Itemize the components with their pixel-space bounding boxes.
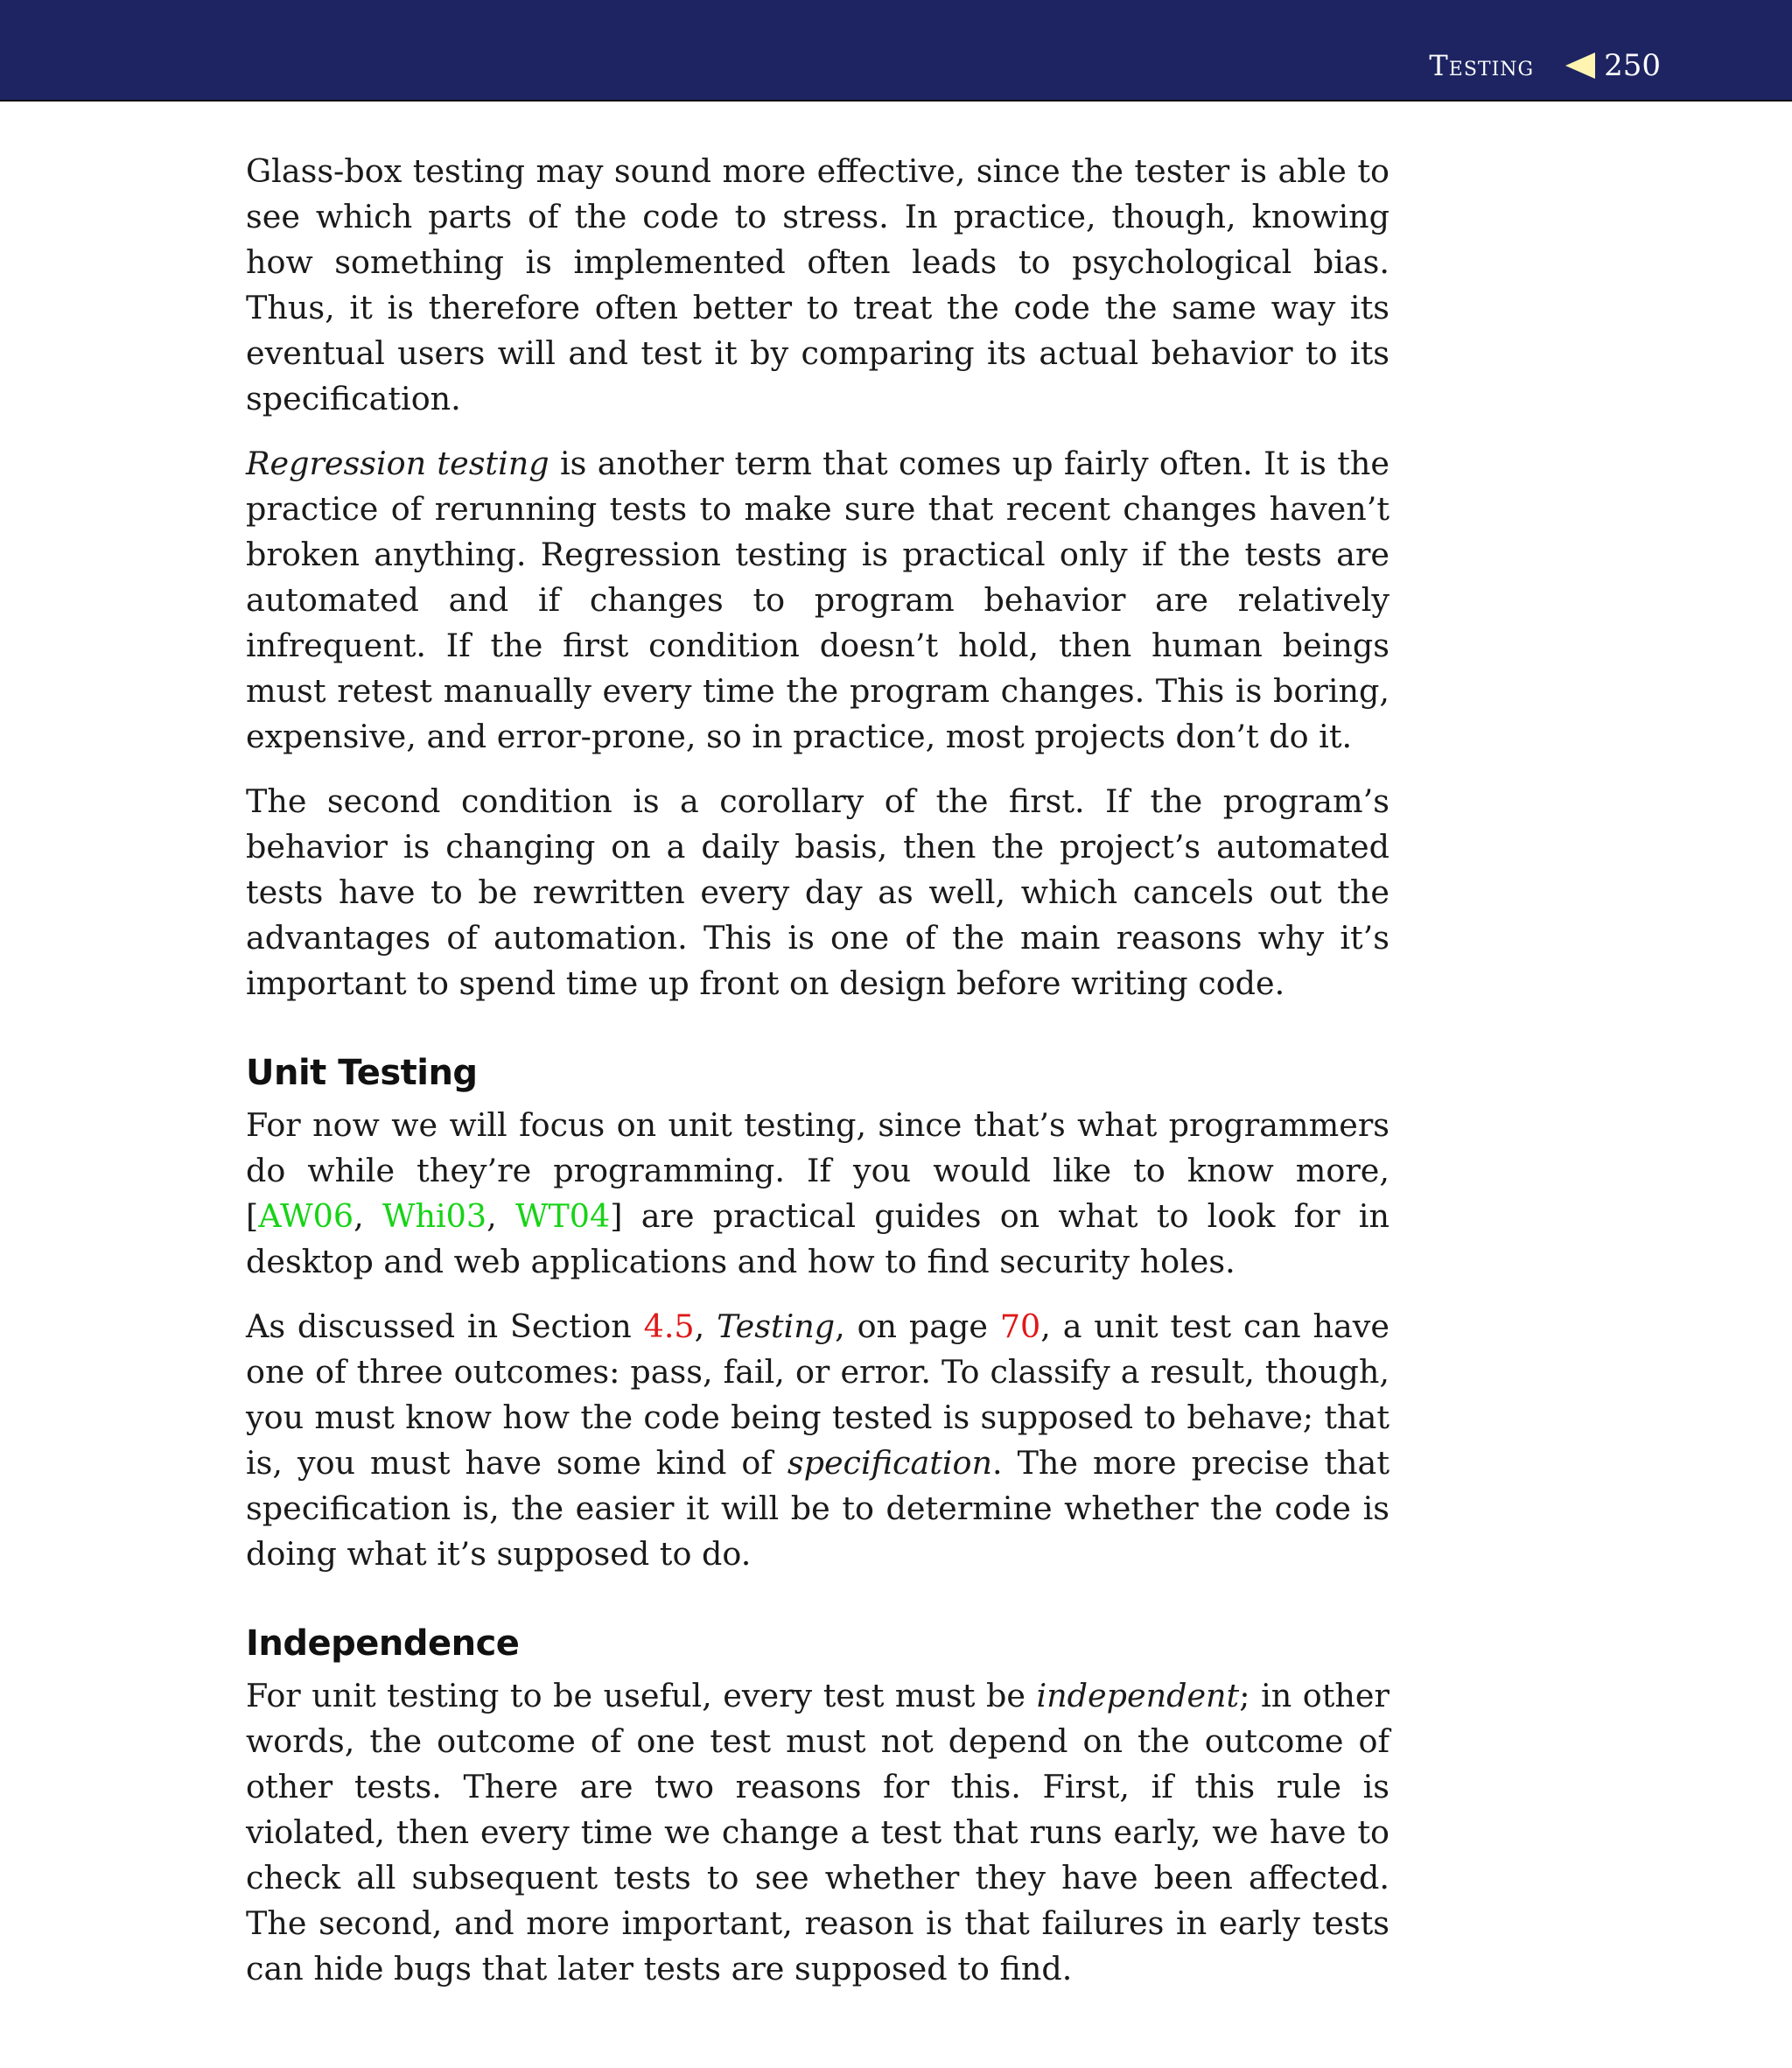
term-regression-testing: Regression testing bbox=[246, 445, 550, 482]
paragraph-text: For unit testing to be useful, every test must be bbox=[246, 1677, 1037, 1714]
back-arrow-icon[interactable] bbox=[1565, 53, 1595, 79]
paragraph-text: ; in other words, the outcome of one test must not depend on the outcome of other tests. There are two reasons for this. First, if this rule is violated, then every time we change a test that runs early, we have to check all subsequent tests to see whether they have been affected. The second, and more important, reason is that failures in early tests can hide bugs that later tests are supposed to find. bbox=[246, 1677, 1390, 1987]
heading-unit-testing: Unit Testing bbox=[246, 1053, 478, 1093]
paragraph-text: is another term that comes up fairly often. It is the practice of rerunning tests to make sure that recent changes haven’t broken anything. Regression testing is practical only if the tests are automated and if changes to program behavior are relatively infrequent. If the first condition doesn’t hold, then human beings must retest manually every time the program changes. This is boring, expensive, and error-prone, so in practice, most projects don’t do it. bbox=[246, 445, 1390, 755]
paragraph-second-condition: The second condition is a corollary of the first. If the program’s behavior is changing on a daily basis, then the project’s automated tests have to be rewritten every day as well, which cancels out the advantages of automation. This is one of the main reasons why it’s important to spend time up front on design before writing code. bbox=[246, 782, 1390, 1002]
citation-link-aw06[interactable]: AW06 bbox=[258, 1197, 354, 1235]
page-ref-link[interactable]: 70 bbox=[999, 1307, 1041, 1345]
section-name: Testing bbox=[1429, 49, 1535, 82]
heading-independence: Independence bbox=[246, 1623, 520, 1664]
paragraph-text: . The more precise that specification is, the easier it will be to determine whether the code is doing what it’s supposed to do. bbox=[246, 1444, 1390, 1573]
page-body bbox=[246, 149, 1390, 2011]
paragraph-glass-box: Glass-box testing may sound more effective, since the tester is able to see which parts of the code to stress. In practice, though, knowing how something is implemented often leads to psychological bias. Thus, it is therefore often better to treat the code the same way its eventual users will and test it by comparing its actual behavior to its specification. bbox=[246, 152, 1390, 417]
term-independent: independent bbox=[1036, 1677, 1240, 1714]
running-head bbox=[1429, 48, 1661, 83]
paragraph-text: , a unit test can have one of three outcomes: pass, fail, or error. To classify a result, though, you must know how the code being tested is supposed to behave; that is, you must have some kind of bbox=[246, 1307, 1390, 1482]
term-specification: specification bbox=[787, 1444, 993, 1482]
separator: , bbox=[354, 1197, 382, 1235]
page-number: 250 bbox=[1604, 48, 1661, 83]
section-ref-link[interactable]: 4.5 bbox=[643, 1307, 695, 1345]
paragraph-unit-test-outcomes bbox=[246, 1304, 1390, 1577]
section-title-ref: Testing bbox=[717, 1307, 836, 1345]
paragraph-text: ] are practical guides on what to look for in desktop and web applications and how to find security holes. bbox=[246, 1197, 1390, 1280]
paragraph-text: , bbox=[694, 1307, 718, 1345]
paragraph-regression-testing bbox=[246, 441, 1390, 760]
citation-link-whi03[interactable]: Whi03 bbox=[382, 1197, 487, 1235]
separator: , bbox=[486, 1197, 515, 1235]
paragraph-independence bbox=[246, 1673, 1390, 1992]
paragraph-text: For now we will focus on unit testing, since that’s what programmers do while they’re programming. If you would like to know more, [ bbox=[246, 1106, 1390, 1235]
citation-link-wt04[interactable]: WT04 bbox=[514, 1197, 611, 1235]
header-bar bbox=[0, 0, 1792, 102]
paragraph-unit-testing-intro bbox=[246, 1103, 1390, 1285]
paragraph-text: As discussed in Section bbox=[246, 1307, 644, 1345]
paragraph-text: , on page bbox=[835, 1307, 1000, 1345]
